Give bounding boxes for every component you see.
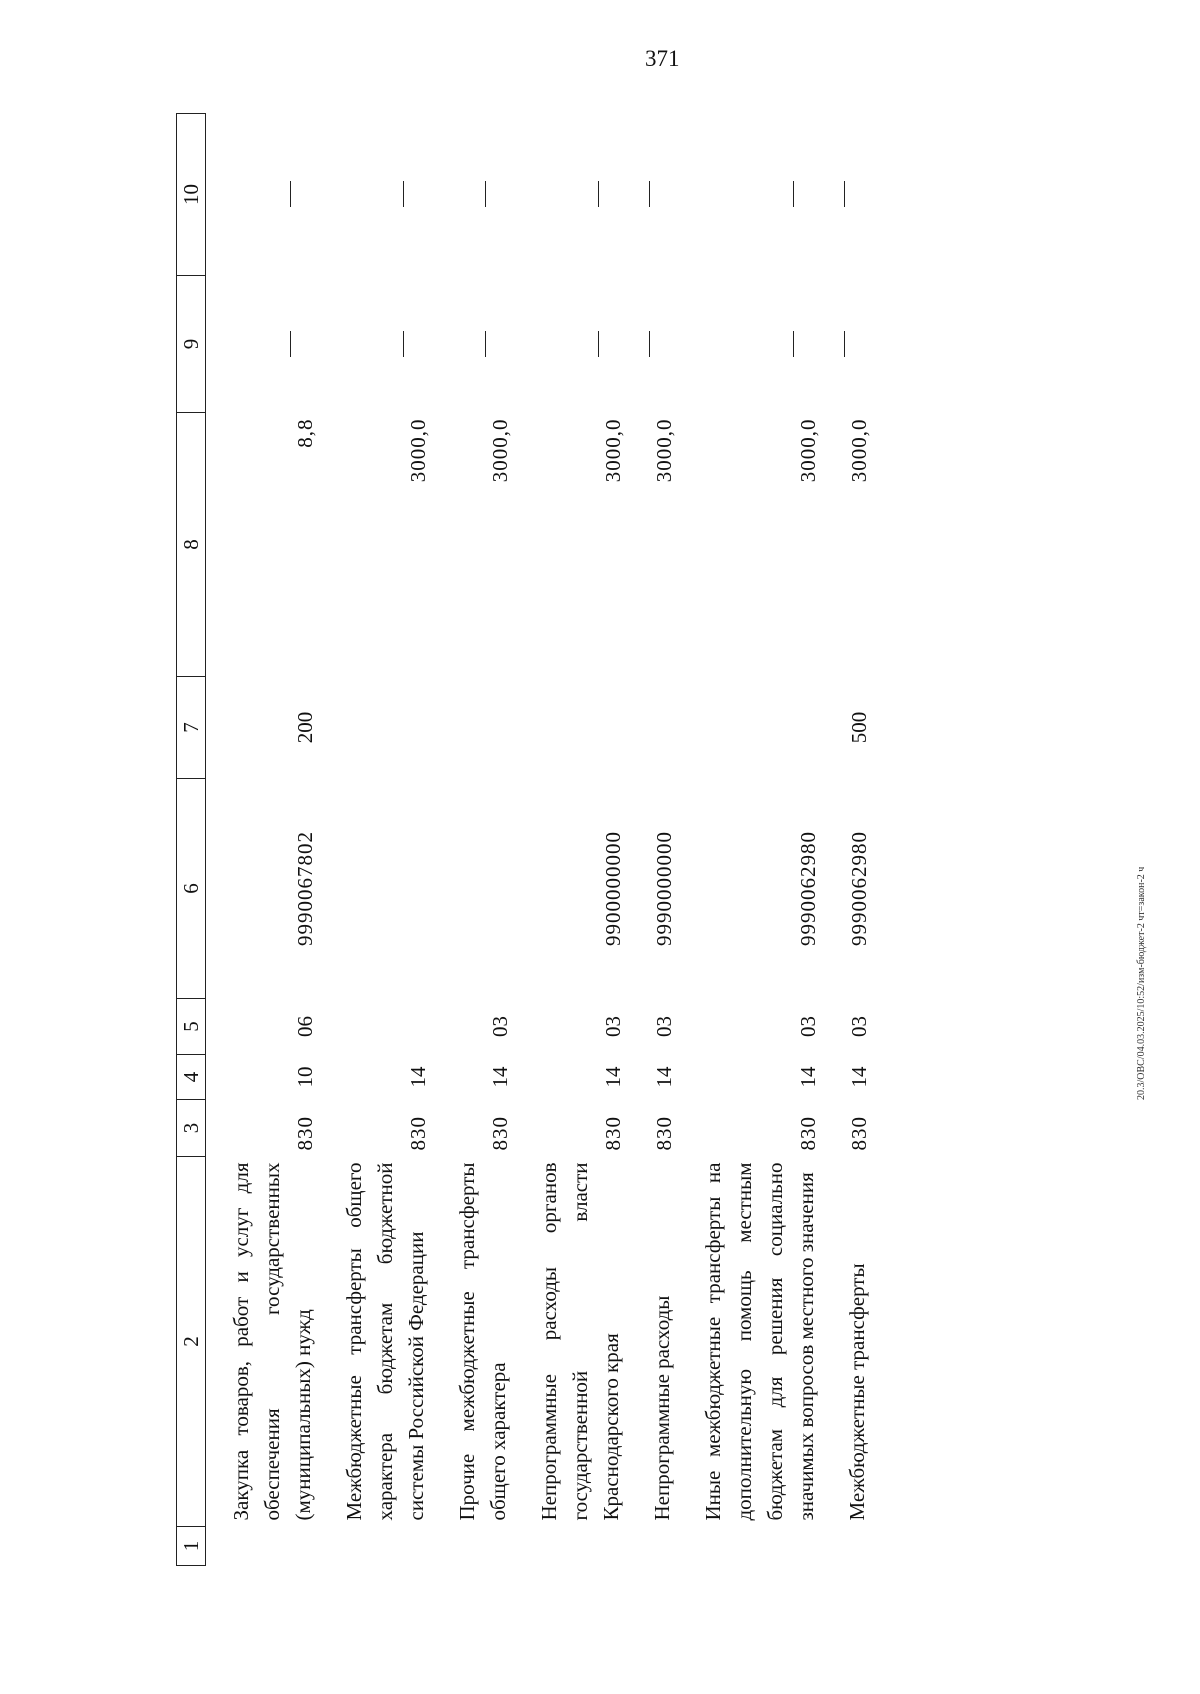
dash-mark <box>485 182 514 208</box>
row-number-cell <box>678 1527 822 1566</box>
dash-mark <box>403 331 432 357</box>
column-header: 9 <box>177 276 206 413</box>
row-number-cell <box>514 1527 627 1566</box>
subsection-cell: 03 <box>847 1016 871 1037</box>
dash-mark <box>485 331 514 357</box>
dash-mark <box>290 182 319 208</box>
row-name-cell: Непрограммные расходы органов государственной власти Краснодарского края <box>537 1162 623 1521</box>
subsection-cell: 03 <box>796 1016 820 1037</box>
target-article-cell: 9900000000 <box>601 831 625 946</box>
dash-mark <box>793 182 822 208</box>
code-cell: 830 <box>488 1116 512 1151</box>
table-row <box>822 114 873 1566</box>
table-row <box>678 114 822 1566</box>
dash-cell <box>627 114 678 276</box>
row-number-cell <box>206 1527 320 1566</box>
target-article-cell <box>319 779 432 999</box>
expense-type-cell: 500 <box>847 711 871 744</box>
dash-mark <box>290 331 319 357</box>
dash-mark <box>598 331 627 357</box>
dash-cell <box>514 276 627 413</box>
code-cell: 830 <box>406 1116 430 1151</box>
dash-cell <box>678 114 822 276</box>
row-name-cell: Закупка товаров, работ и услуг для обеспечения государственных (муниципальных) нужд <box>229 1162 315 1521</box>
subsection-cell: 06 <box>293 1016 317 1037</box>
section-cell: 10 <box>293 1066 317 1088</box>
target-article-cell: 9990000000 <box>652 831 676 946</box>
amount-cell: 3000,0 <box>406 418 430 483</box>
column-header: 10 <box>177 114 206 276</box>
column-header: 6 <box>177 779 206 999</box>
amount-cell: 3000,0 <box>796 418 820 483</box>
target-article-cell: 9990067802 <box>293 831 317 946</box>
dash-mark <box>649 331 678 357</box>
column-header: 3 <box>177 1100 206 1157</box>
amount-cell: 3000,0 <box>488 418 512 483</box>
row-number-cell <box>432 1527 514 1566</box>
amount-cell: 3000,0 <box>601 418 625 483</box>
row-name-cell: Прочие межбюджетные трансферты общего характера <box>455 1162 510 1521</box>
column-header: 5 <box>177 999 206 1055</box>
dash-mark <box>793 331 822 357</box>
row-name-cell: Межбюджетные трансферты общего характера бюджетам бюджетной системы Российской Федерации <box>342 1162 428 1521</box>
amount-cell: 3000,0 <box>847 418 871 483</box>
dash-cell <box>319 114 432 276</box>
column-header: 2 <box>177 1157 206 1527</box>
subsection-cell <box>319 999 432 1055</box>
dash-mark <box>598 182 627 208</box>
dash-cell <box>319 276 432 413</box>
dash-cell <box>206 276 320 413</box>
dash-cell <box>514 114 627 276</box>
dash-mark <box>844 331 873 357</box>
row-number-cell <box>822 1527 873 1566</box>
target-article-cell: 9990062980 <box>847 831 871 946</box>
subsection-cell: 03 <box>652 1016 676 1037</box>
expense-type-cell <box>514 677 627 779</box>
dash-cell <box>432 276 514 413</box>
dash-cell <box>627 276 678 413</box>
budget-table <box>176 113 873 1566</box>
expense-type-cell <box>432 677 514 779</box>
section-cell: 14 <box>488 1066 512 1088</box>
subsection-cell: 03 <box>488 1016 512 1037</box>
amount-cell: 8,8 <box>293 418 317 448</box>
table-row <box>514 114 627 1566</box>
code-cell: 830 <box>847 1116 871 1151</box>
dash-cell <box>678 276 822 413</box>
footer-code: 20.3/ОВС/04.03.2025/10:52/изм-бюджет-2 чт=закон-2 ч <box>1136 866 1147 1100</box>
dash-mark <box>649 182 678 208</box>
row-name-cell: Межбюджетные трансферты <box>845 1263 869 1521</box>
column-header: 8 <box>177 413 206 677</box>
table-row <box>319 114 432 1566</box>
section-cell: 14 <box>847 1066 871 1088</box>
target-article-cell <box>432 779 514 999</box>
section-cell: 14 <box>601 1066 625 1088</box>
section-cell: 14 <box>406 1066 430 1088</box>
section-cell: 14 <box>652 1066 676 1088</box>
expense-type-cell <box>627 677 678 779</box>
dash-cell <box>822 114 873 276</box>
row-number-cell <box>627 1527 678 1566</box>
code-cell: 830 <box>652 1116 676 1151</box>
table-header-row <box>177 114 206 1566</box>
page-number: 371 <box>645 46 680 71</box>
expense-type-cell <box>319 677 432 779</box>
subsection-cell: 03 <box>601 1016 625 1037</box>
row-number-cell <box>319 1527 432 1566</box>
code-cell: 830 <box>796 1116 820 1151</box>
column-header: 7 <box>177 677 206 779</box>
expense-type-cell <box>678 677 822 779</box>
expense-type-cell: 200 <box>293 711 317 744</box>
column-header: 4 <box>177 1055 206 1100</box>
dash-mark <box>844 182 873 208</box>
table-row <box>627 114 678 1566</box>
table-row <box>432 114 514 1566</box>
dash-mark <box>403 182 432 208</box>
row-name-cell: Иные межбюджетные трансферты на дополнительную помощь местным бюджетам для решения социально значимых вопросов местного значения <box>701 1162 818 1521</box>
amount-cell: 3000,0 <box>652 418 676 483</box>
dash-cell <box>206 114 320 276</box>
table-row <box>206 114 320 1566</box>
code-cell: 830 <box>293 1116 317 1151</box>
column-header: 1 <box>177 1527 206 1566</box>
section-cell: 14 <box>796 1066 820 1088</box>
dash-cell <box>822 276 873 413</box>
code-cell: 830 <box>601 1116 625 1151</box>
target-article-cell: 9990062980 <box>796 831 820 946</box>
row-name-cell: Непрограммные расходы <box>650 1295 674 1521</box>
dash-cell <box>432 114 514 276</box>
